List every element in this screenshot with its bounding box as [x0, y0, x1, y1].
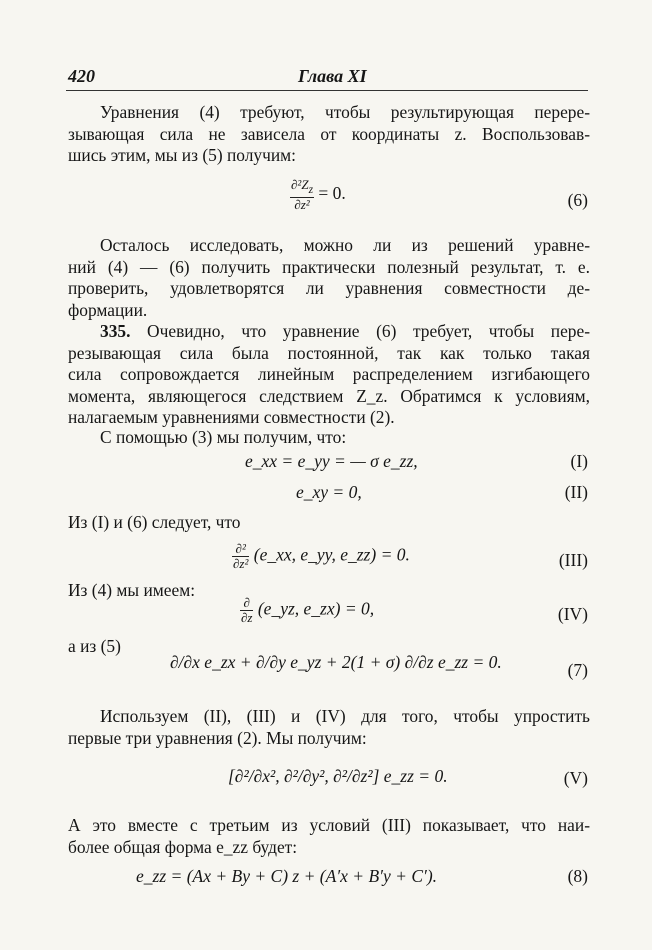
text-line: более общая форма e_zz будет: [68, 836, 298, 857]
equation-label-II: (II) [564, 482, 588, 502]
header-rule [66, 90, 588, 91]
equation-8 [136, 866, 437, 887]
text-line: Осталось исследовать, можно ли из решений уравне- [100, 235, 590, 255]
text-line: резывающая сила была постоянной, так как только такая [68, 342, 590, 363]
fraction [290, 178, 314, 212]
running-header [64, 66, 584, 88]
equation-label-6: (6) [567, 190, 588, 210]
equation-label-7: (7) [567, 660, 588, 680]
equation-6 [290, 178, 346, 212]
text-line: Уравнения (4) требуют, чтобы результирующая перере- [100, 102, 590, 122]
text-line: зывающая сила не зависела от координаты z. Воспользовав- [68, 123, 590, 144]
eq6-numerator: ∂²Z [291, 177, 309, 192]
equation-7 [170, 652, 502, 673]
fraction [232, 542, 249, 571]
eq6-denominator: ∂z² [290, 197, 314, 212]
equation-III [232, 542, 410, 571]
text-line: момента, являющегося следствием Z_z. Обратимся к условиям, [68, 385, 590, 406]
text-line: а из (5) [68, 636, 121, 656]
paragraph-9 [68, 815, 590, 858]
eq7-expression: ∂/∂x e_zx + ∂/∂y e_yz + 2(1 + σ) ∂/∂z e_zz = 0. [170, 652, 502, 672]
chapter-title: Глава XI [298, 66, 367, 86]
text-line: формации. [68, 299, 148, 320]
text-line: сила сопровождается линейным распределением изгибающего [68, 364, 590, 384]
eqIV-denominator: ∂z [241, 610, 253, 625]
text-line: первые три уравнения (2). Мы получим: [68, 727, 367, 748]
text-line: Используем (II), (III) и (IV) для того, чтобы упростить [100, 706, 590, 726]
paragraph-1 [68, 102, 590, 167]
text-line: проверить, удовлетворятся ли уравнения совместности де- [68, 278, 590, 298]
eqIV-body: (e_yz, e_zx) = 0, [257, 598, 375, 619]
equation-I: e_xx = e_yy = — σ e_zz, [245, 451, 418, 471]
equation-label-III: (III) [558, 550, 588, 570]
equation-label-8: (8) [567, 866, 588, 886]
page-number: 420 [68, 66, 95, 86]
eqIV-numerator: ∂ [243, 595, 250, 610]
text-line: Из (I) и (6) следует, что [68, 512, 241, 532]
paragraph-2 [68, 235, 590, 321]
paragraph-8 [68, 706, 590, 749]
equation-IV [240, 596, 374, 625]
fraction [240, 596, 253, 625]
paragraph-4 [68, 427, 590, 449]
eqV-expression: [∂²/∂x², ∂²/∂y², ∂²/∂z²] e_zz = 0. [228, 766, 448, 786]
eqIII-body: (e_xx, e_yy, e_zz) = 0. [253, 544, 410, 565]
equation-II: e_xy = 0, [296, 482, 362, 502]
text-line-content: Очевидно, что уравнение (6) требует, чтобы пере- [130, 321, 590, 341]
eq6-num-subscript: z [308, 184, 314, 196]
text-line: С помощью (3) мы получим, что: [100, 427, 347, 447]
text-line: ний (4) — (6) получить практически полезный результат, т. е. [68, 256, 590, 277]
equation-label-IV: (IV) [557, 604, 588, 624]
equation-label-I: (I) [570, 451, 588, 471]
eq8-expression: e_zz = (Ax + By + C) z + (A′x + B′y + C′). [136, 866, 438, 886]
paragraph-5 [68, 512, 590, 534]
equation-label-V: (V) [563, 768, 588, 788]
text-line [68, 321, 590, 343]
eqIII-denominator: ∂z² [233, 556, 249, 571]
eqIII-numerator: ∂² [235, 541, 246, 556]
text-line: налагаемым уравнениями совместности (2). [68, 407, 395, 427]
paragraph-3 [68, 321, 590, 429]
text-line: А это вместе с третьим из условий (III) показывает, что наи- [68, 815, 590, 835]
text-line: шись этим, мы из (5) получим: [68, 145, 296, 165]
section-number: 335. [100, 321, 131, 341]
equation-V [228, 766, 448, 787]
text-line: Из (4) мы имеем: [68, 580, 196, 600]
eq6-rhs: = 0. [318, 183, 346, 204]
